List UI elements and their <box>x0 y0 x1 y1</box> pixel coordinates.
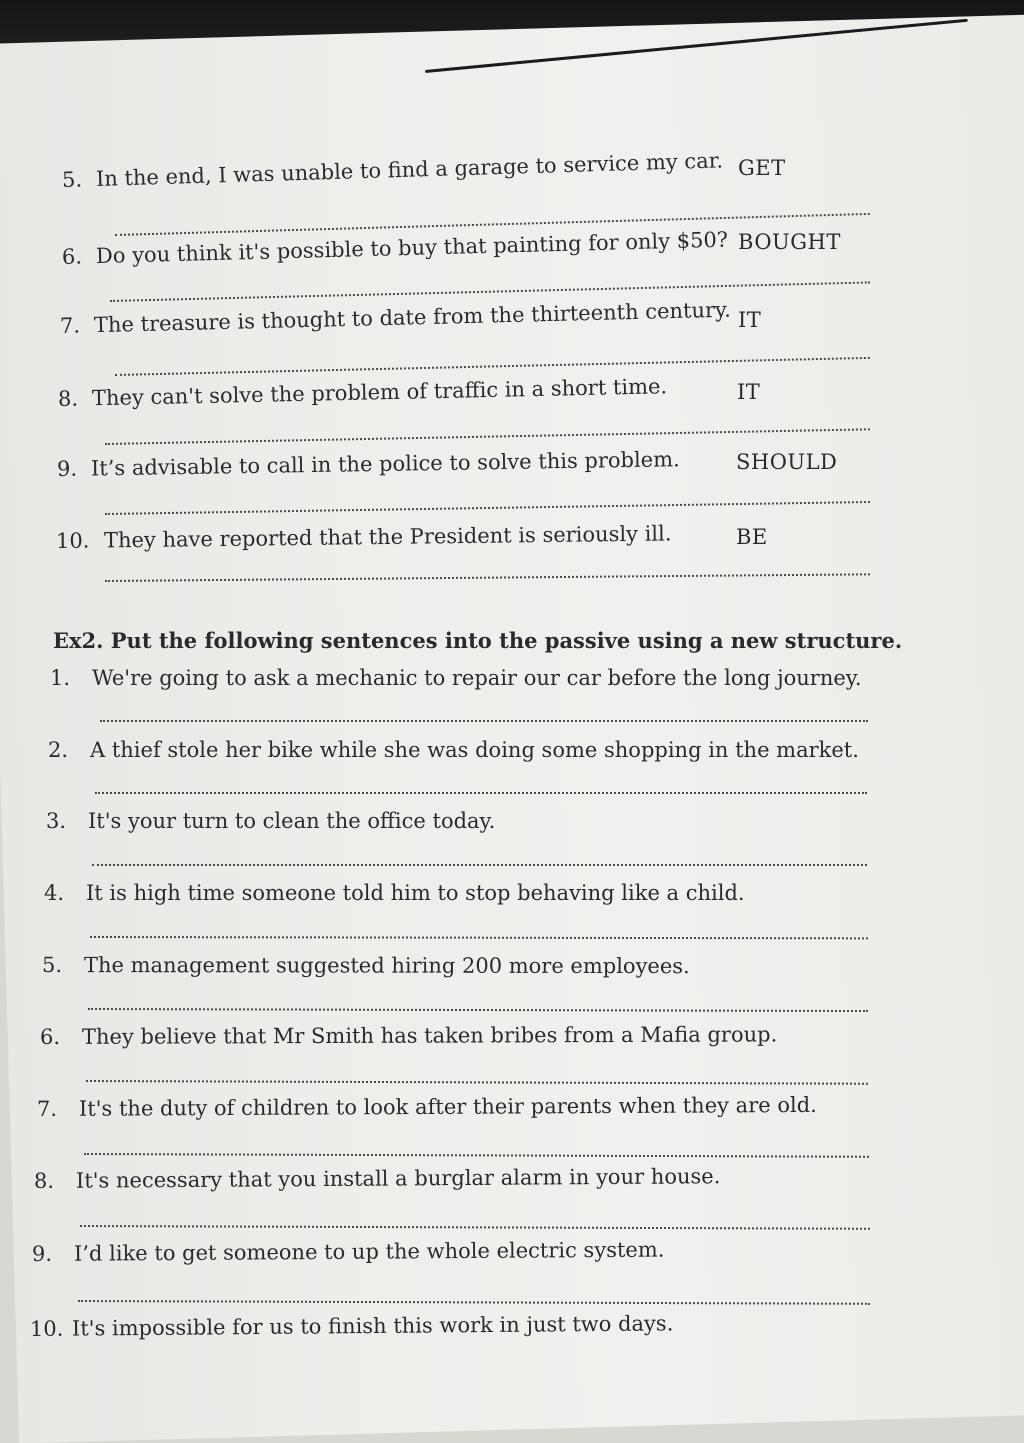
item-number: 7. <box>59 313 81 338</box>
ex2-item-8 <box>34 1163 721 1194</box>
item-number: 5. <box>61 167 83 192</box>
ex2-item-10 <box>30 1310 674 1342</box>
ex1-item-10-keyword: BE <box>736 525 768 549</box>
item-sentence: I’d like to get someone to up the whole electric system. <box>73 1237 665 1266</box>
item-number: 10. <box>29 1316 64 1341</box>
ex1-item-7 <box>60 297 731 339</box>
item-sentence: It's necessary that you install a burglar alarm in your house. <box>75 1164 721 1193</box>
item-number: 4. <box>44 881 65 905</box>
ex1-item-7-keyword: IT <box>738 308 762 332</box>
item-number: 8. <box>57 386 79 411</box>
item-sentence: It's the duty of children to look after their parents when they are old. <box>78 1092 817 1121</box>
answer-line[interactable] <box>105 428 870 445</box>
item-sentence: It's impossible for us to finish this work in just two days. <box>71 1311 674 1341</box>
ex2-item-1 <box>50 665 862 691</box>
item-number: 1. <box>50 666 71 690</box>
item-sentence: It’s advisable to call in the police to solve this problem. <box>90 447 680 481</box>
answer-line[interactable] <box>84 1153 869 1158</box>
answer-line[interactable] <box>78 1300 870 1305</box>
answer-line[interactable] <box>100 720 868 722</box>
item-sentence: It's your turn to clean the office today. <box>88 809 496 833</box>
ex1-item-10 <box>56 520 672 554</box>
item-sentence: They believe that Mr Smith has taken bribes from a Mafia group. <box>81 1022 778 1049</box>
item-sentence: The treasure is thought to date from the thirteenth century. <box>93 297 731 338</box>
item-number: 5. <box>41 953 63 978</box>
answer-line[interactable] <box>105 573 870 582</box>
ex2-item-4 <box>44 880 745 906</box>
ex1-item-5-keyword: GET <box>738 156 786 180</box>
answer-line[interactable] <box>88 1008 868 1012</box>
ex1-item-9 <box>57 446 680 482</box>
item-sentence: They can't solve the problem of traffic in a short time. <box>91 374 668 411</box>
item-number: 7. <box>36 1096 58 1121</box>
answer-line[interactable] <box>115 357 870 376</box>
answer-line[interactable] <box>105 501 870 515</box>
ex2-item-9 <box>32 1237 665 1267</box>
ex1-item-8 <box>58 373 668 412</box>
ex2-item-3 <box>46 808 495 834</box>
item-number: 6. <box>39 1024 61 1049</box>
answer-line[interactable] <box>86 1080 868 1085</box>
answer-line[interactable] <box>110 281 870 302</box>
ex1-item-8-keyword: IT <box>737 380 761 404</box>
item-number: 9. <box>56 456 78 481</box>
item-sentence: It is high time someone told him to stop behaving like a child. <box>86 881 745 905</box>
item-sentence: The management suggested hiring 200 more employees. <box>83 953 690 979</box>
ex2-item-6 <box>40 1021 777 1050</box>
ex1-item-6-keyword: BOUGHT <box>738 230 841 254</box>
exercise-2-heading: Ex2. Put the following sentences into the passive using a new structure. <box>53 628 903 653</box>
item-number: 9. <box>31 1241 53 1266</box>
ex2-item-2 <box>48 737 859 763</box>
item-number: 10. <box>55 528 90 553</box>
item-sentence: We're going to ask a mechanic to repair our car before the long journey. <box>92 666 862 690</box>
item-number: 6. <box>61 244 83 269</box>
answer-line[interactable] <box>92 864 867 866</box>
item-sentence: In the end, I was unable to find a garage to service my car. <box>95 148 724 191</box>
ex1-item-9-keyword: SHOULD <box>736 450 838 474</box>
item-number: 8. <box>33 1168 55 1193</box>
item-number: 2. <box>48 738 69 762</box>
item-number: 3. <box>46 809 67 833</box>
item-sentence: A thief stole her bike while she was doing some shopping in the market. <box>90 738 859 762</box>
answer-line[interactable] <box>90 936 868 939</box>
ex2-item-7 <box>37 1092 817 1122</box>
item-sentence: Do you think it's possible to buy that painting for only $50? <box>95 227 729 269</box>
answer-line[interactable] <box>95 792 867 794</box>
answer-line[interactable] <box>80 1225 870 1230</box>
ex2-item-5 <box>42 952 690 979</box>
item-sentence: They have reported that the President is seriously ill. <box>103 521 672 553</box>
ex1-item-5 <box>62 147 724 193</box>
